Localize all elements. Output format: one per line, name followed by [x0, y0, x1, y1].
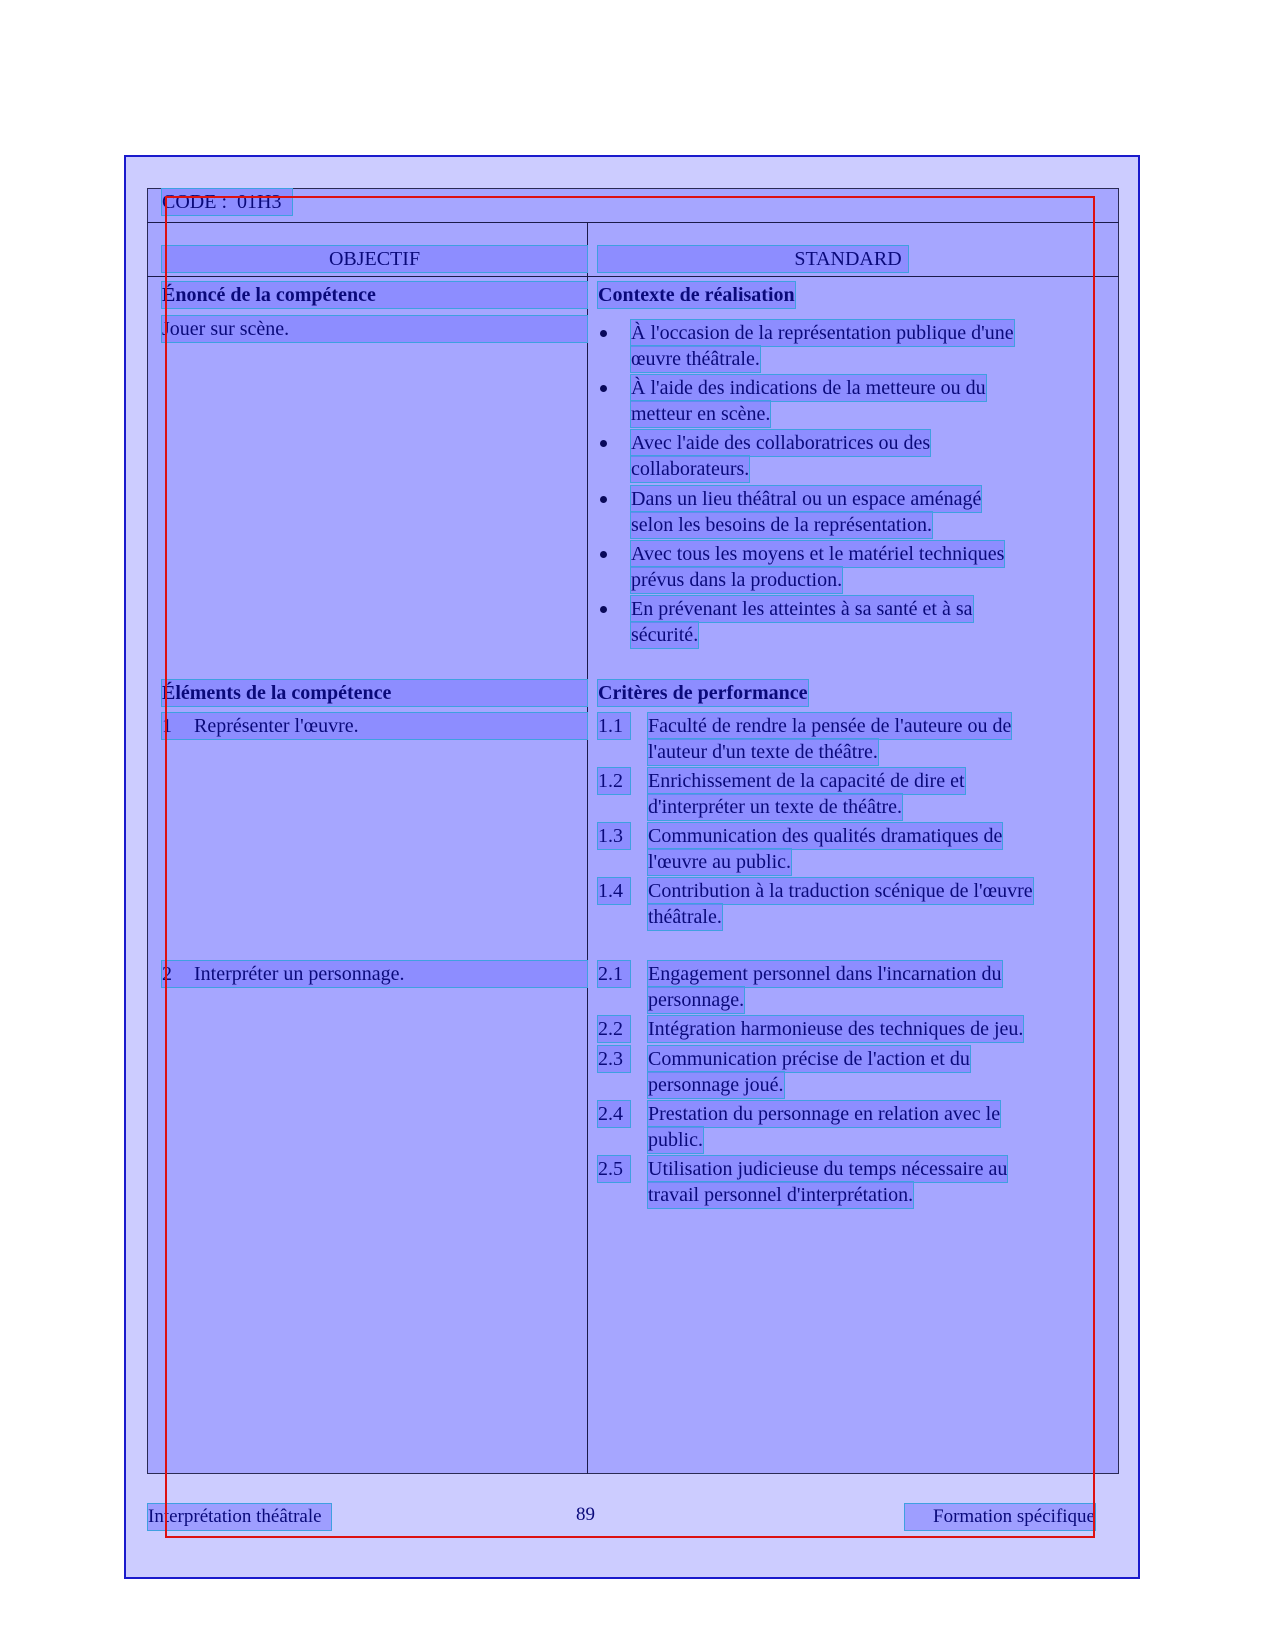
bullet-icon — [600, 606, 607, 613]
critere-text-line: travail personnel d'interprétation. — [648, 1184, 914, 1206]
critere-text-line: Contribution à la traduction scénique de l'œuvre — [648, 880, 1033, 902]
critere-text-line: théâtrale. — [648, 906, 722, 928]
critere-number: 2.2 — [598, 1016, 630, 1042]
critere-text-line: Communication précise de l'action et du — [648, 1048, 970, 1070]
critere-text-line: Enrichissement de la capacité de dire et — [648, 770, 965, 792]
critere-text-line: Prestation du personnage en relation avec le — [648, 1103, 1001, 1125]
footer-left: Interprétation théâtrale — [148, 1504, 331, 1530]
elements-title: Éléments de la compétence — [162, 680, 587, 706]
enonce-title: Énoncé de la compétence — [162, 282, 587, 308]
contexte-item-line: prévus dans la production. — [631, 569, 843, 591]
contexte-item-line: Dans un lieu théâtral ou un espace aménagé — [631, 488, 982, 510]
bullet-icon — [600, 330, 607, 337]
contexte-item-line: Avec tous les moyens et le matériel techniques — [631, 543, 1005, 565]
critere-number: 1.4 — [598, 878, 630, 904]
footer-page-number: 89 — [576, 1504, 595, 1525]
contexte-item-line: À l'occasion de la représentation publique d'une — [631, 322, 1014, 344]
column-divider — [587, 222, 588, 1474]
critere-number: 2.3 — [598, 1046, 630, 1072]
contexte-item-line: collaborateurs. — [631, 458, 750, 480]
critere-text-line: Utilisation judicieuse du temps nécessaire au — [648, 1158, 1008, 1180]
critere-text-line: Faculté de rendre la pensée de l'auteure ou de — [648, 715, 1012, 737]
critere-number: 2.5 — [598, 1156, 630, 1182]
element-item-2: 2 Interpréter un personnage. — [162, 961, 587, 987]
criteres-title: Critères de performance — [598, 682, 808, 704]
contexte-item-line: metteur en scène. — [631, 403, 771, 425]
contexte-item-line: selon les besoins de la représentation. — [631, 514, 933, 536]
critere-number: 1.1 — [598, 713, 630, 739]
rule-header — [147, 222, 1119, 223]
enonce-text: Jouer sur scène. — [162, 316, 587, 342]
column-heading-standard: STANDARD — [598, 246, 908, 272]
critere-number: 2.1 — [598, 961, 630, 987]
contexte-item-line: sécurité. — [631, 624, 699, 646]
footer-right: Formation spécifique — [905, 1504, 1095, 1530]
critere-text-line: Communication des qualités dramatiques de — [648, 825, 1003, 847]
critere-text-line: Intégration harmonieuse des techniques de jeu. — [648, 1018, 1024, 1040]
contexte-item-line: Avec l'aide des collaboratrices ou des — [631, 432, 931, 454]
bullet-icon — [600, 440, 607, 447]
critere-text-line: l'auteur d'un texte de théâtre. — [648, 741, 878, 763]
contexte-item-line: En prévenant les atteintes à sa santé et à sa — [631, 598, 973, 620]
critere-text-line: Engagement personnel dans l'incarnation du — [648, 963, 1002, 985]
critere-number: 1.3 — [598, 823, 630, 849]
critere-number: 1.2 — [598, 768, 630, 794]
bullet-icon — [600, 551, 607, 558]
critere-text-line: d'interpréter un texte de théâtre. — [648, 796, 903, 818]
contexte-title: Contexte de réalisation — [598, 284, 795, 306]
critere-text-line: personnage joué. — [648, 1074, 784, 1096]
critere-text-line: public. — [648, 1129, 703, 1151]
code-label: CODE : 01H3 — [162, 189, 292, 215]
contexte-item-line: œuvre théâtrale. — [631, 348, 760, 370]
element-item-1: 1 Représenter l'œuvre. — [162, 713, 587, 739]
column-heading-objectif: OBJECTIF — [162, 246, 587, 272]
critere-number: 2.4 — [598, 1101, 630, 1127]
critere-text-line: l'œuvre au public. — [648, 851, 792, 873]
contexte-item-line: À l'aide des indications de la metteure ou du — [631, 377, 986, 399]
bullet-icon — [600, 385, 607, 392]
critere-text-line: personnage. — [648, 989, 745, 1011]
rule-columns — [147, 276, 1119, 277]
bullet-icon — [600, 496, 607, 503]
